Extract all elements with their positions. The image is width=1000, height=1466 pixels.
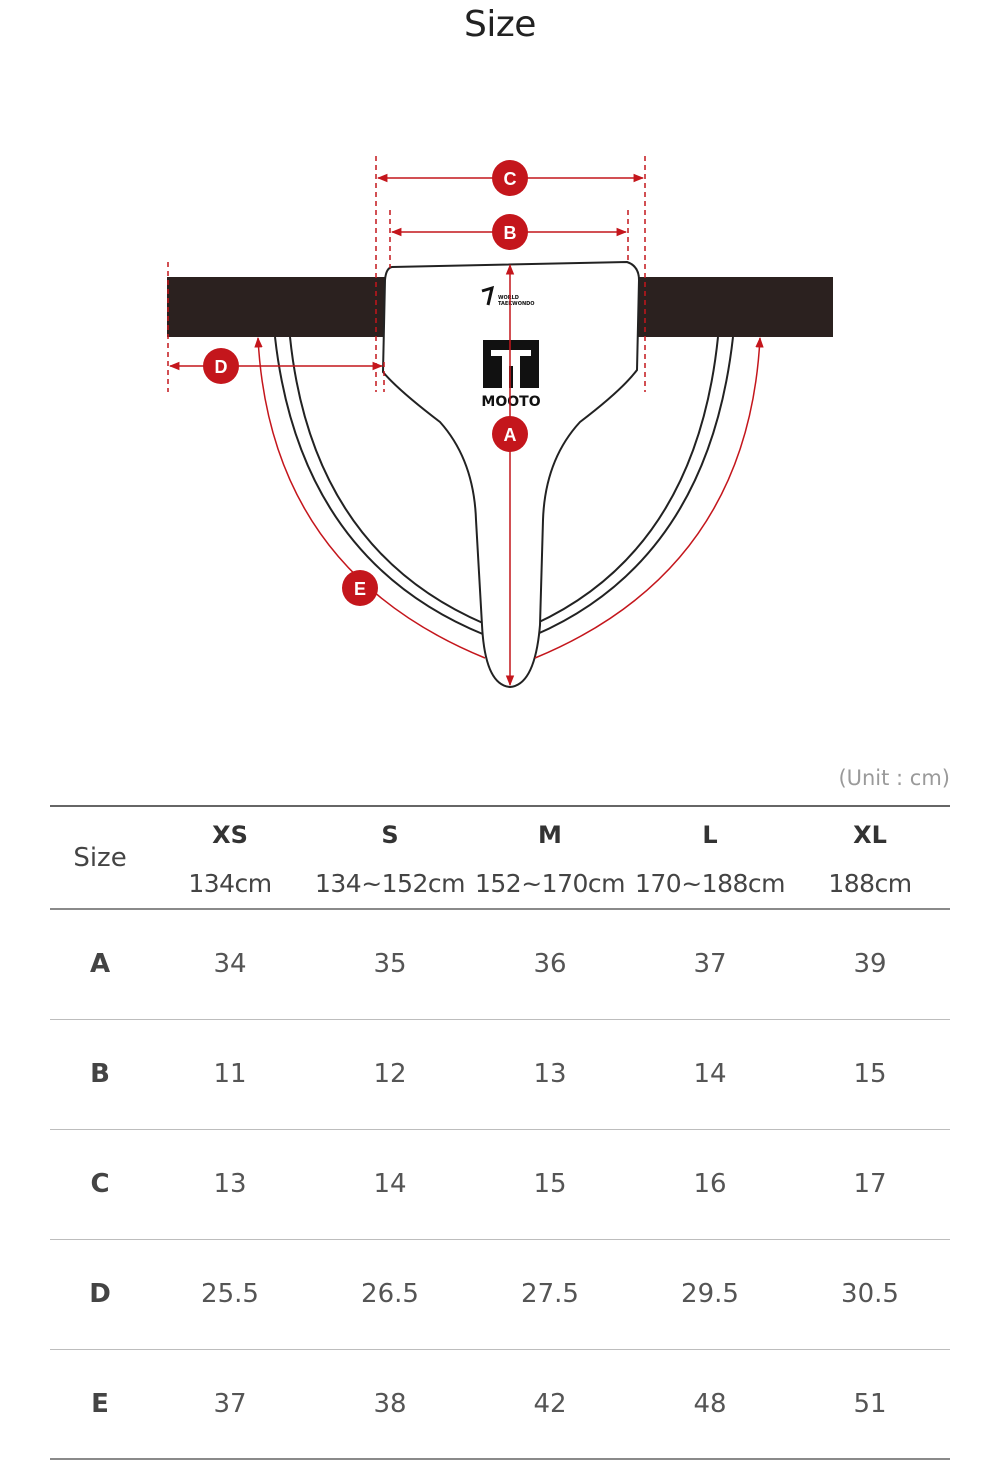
table-header-row	[50, 806, 950, 909]
column-height: 152~170cm	[475, 869, 625, 898]
column-height: 188cm	[828, 869, 912, 898]
row-label: D	[89, 1279, 111, 1309]
cup-shell	[383, 262, 639, 687]
row-label: B	[90, 1059, 110, 1089]
table-cell: 25.5	[201, 1279, 259, 1309]
column-size: S	[381, 821, 399, 849]
svg-text:E: E	[353, 579, 367, 599]
marker-b	[492, 214, 528, 250]
table-cell: 29.5	[681, 1279, 739, 1309]
table-cell: 48	[693, 1388, 727, 1419]
table-cell: 15	[853, 1059, 887, 1089]
table-cell: 35	[373, 949, 407, 980]
unit-note: (Unit : cm)	[838, 766, 950, 790]
table-cell: 39	[853, 949, 887, 980]
marker-a	[492, 416, 528, 452]
column-height: 134cm	[188, 869, 272, 898]
row-label: E	[91, 1388, 109, 1419]
table-row	[50, 1349, 950, 1459]
table-cell: 14	[693, 1059, 727, 1089]
svg-text:TAEKWONDO: TAEKWONDO	[498, 301, 535, 307]
table-row	[50, 909, 950, 1019]
table-row	[50, 1239, 950, 1349]
column-height: 170~188cm	[635, 869, 785, 898]
table-cell: 16	[693, 1169, 727, 1199]
waist-band-left	[167, 277, 391, 337]
column-size: XL	[853, 821, 887, 849]
table-cell: 38	[373, 1388, 407, 1419]
table-cell: 37	[213, 1388, 247, 1419]
column-size: XS	[212, 821, 248, 849]
table-cell: 14	[373, 1169, 407, 1199]
marker-e	[342, 570, 378, 606]
table-cell: 51	[853, 1388, 887, 1419]
svg-text:A: A	[503, 425, 517, 445]
svg-text:WORLD: WORLD	[498, 295, 519, 301]
column-size: M	[538, 821, 562, 849]
svg-text:C: C	[503, 169, 517, 189]
table-cell: 27.5	[521, 1279, 579, 1309]
marker-c	[492, 160, 528, 196]
page-title: Size	[464, 4, 536, 45]
column-header-m	[470, 806, 630, 909]
column-header-s	[310, 806, 470, 909]
marker-d	[203, 348, 239, 384]
table-cell: 30.5	[841, 1279, 899, 1309]
mooto-logo	[481, 340, 540, 410]
table-cell: 26.5	[361, 1279, 419, 1309]
column-header-xs	[150, 806, 310, 909]
waist-band-right	[630, 277, 833, 337]
table-cell: 15	[533, 1169, 567, 1199]
table-cell: 36	[533, 949, 567, 980]
table-row	[50, 1129, 950, 1239]
column-height: 134~152cm	[315, 869, 465, 898]
row-label: A	[89, 949, 111, 980]
svg-text:D: D	[214, 357, 228, 377]
table-cell: 42	[533, 1388, 567, 1419]
table-cell: 13	[213, 1169, 247, 1199]
table-cell: 12	[373, 1059, 407, 1089]
table-cell: 11	[213, 1059, 247, 1089]
column-header-l	[630, 806, 790, 909]
size-table	[50, 805, 950, 1460]
svg-text:B: B	[503, 223, 517, 243]
svg-text:MOOTO: MOOTO	[481, 394, 541, 410]
column-header-xl	[790, 806, 950, 909]
table-row	[50, 1019, 950, 1129]
groin-guard-diagram	[0, 140, 1000, 700]
table-cell: 17	[853, 1169, 887, 1199]
table-cell: 13	[533, 1059, 567, 1089]
size-header-label: Size	[73, 842, 127, 873]
table-cell: 34	[213, 949, 247, 980]
column-size: L	[702, 821, 718, 849]
table-cell: 37	[693, 949, 727, 980]
row-label: C	[90, 1169, 110, 1199]
